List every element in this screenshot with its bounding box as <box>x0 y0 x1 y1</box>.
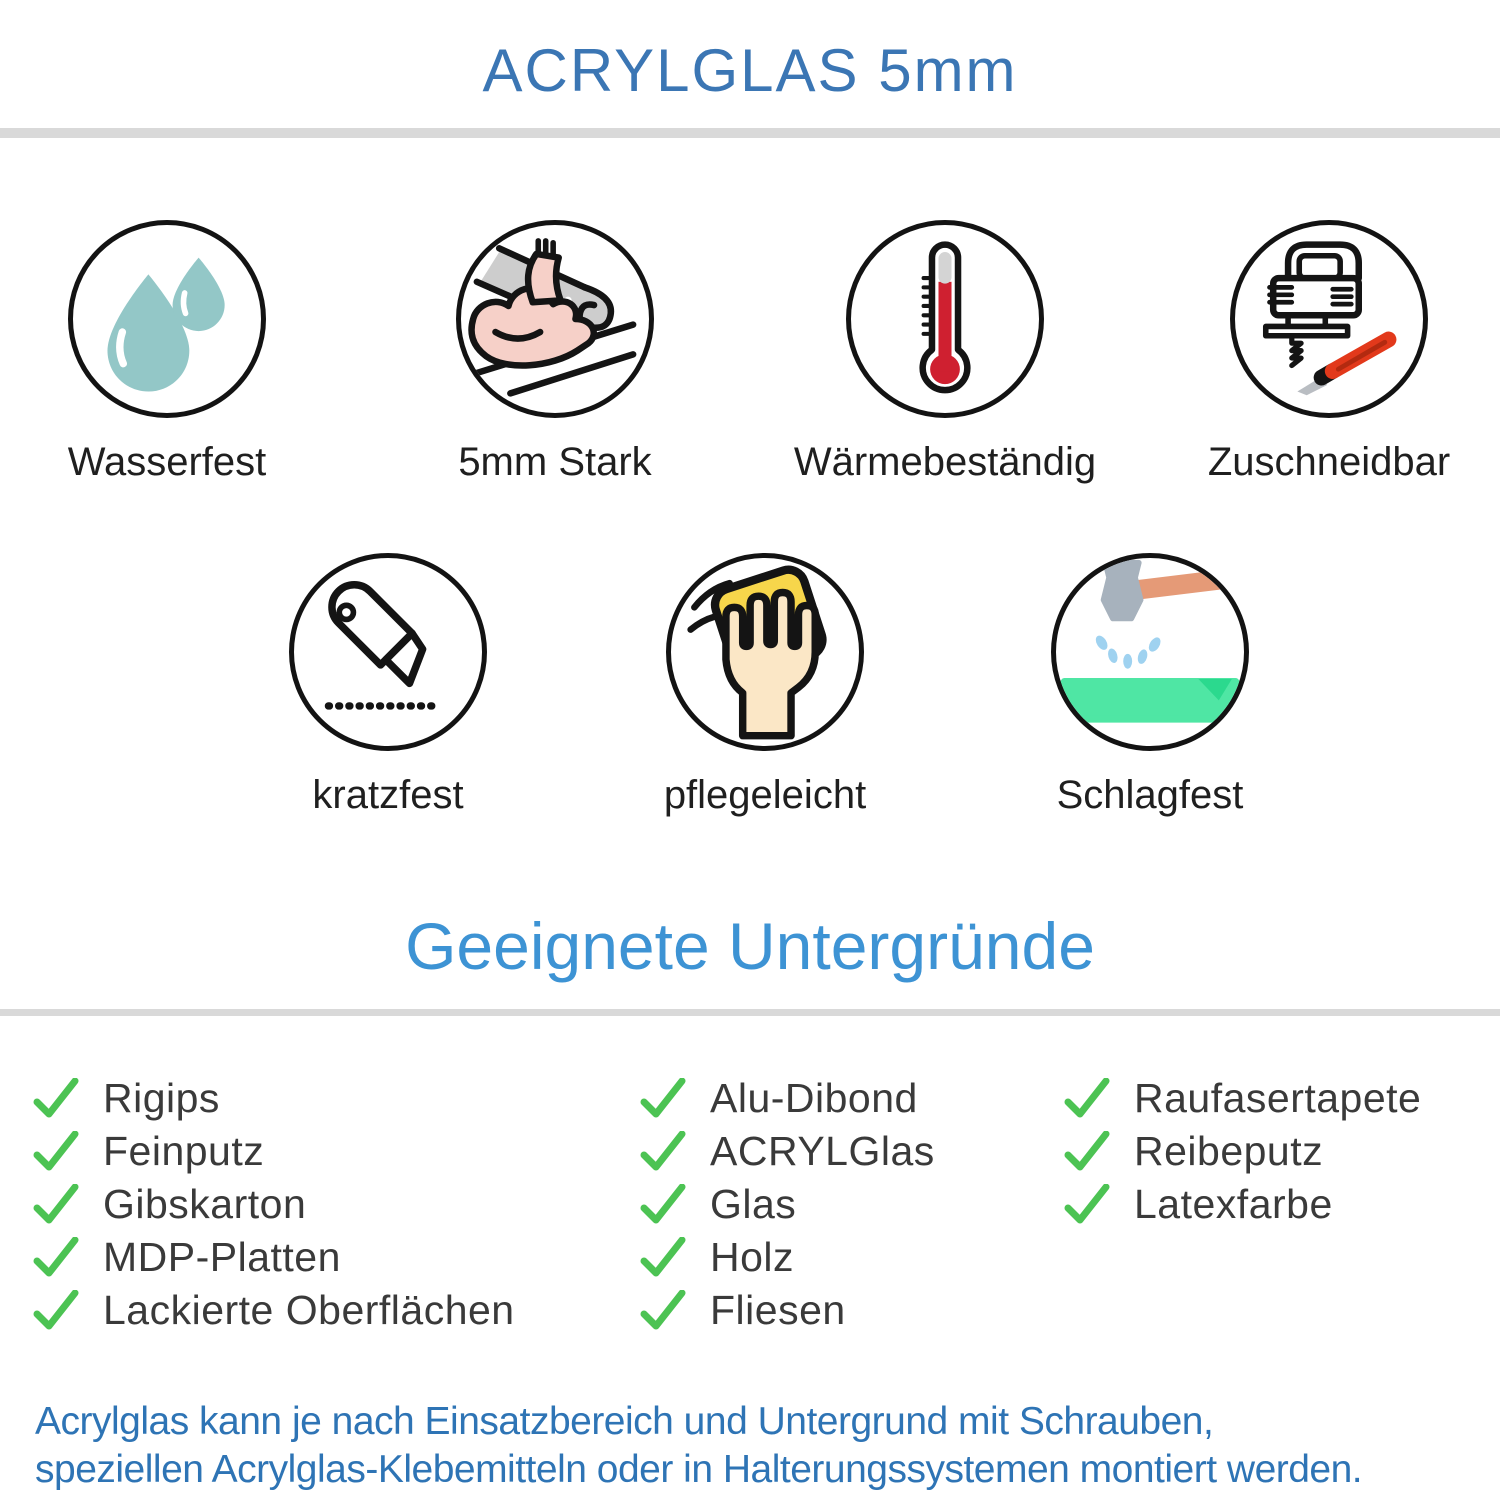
list-item <box>640 1231 935 1284</box>
flexed-arm-material-icon <box>456 220 654 418</box>
feature-label: kratzfest <box>312 773 464 817</box>
feature-zuschneidbar <box>1159 220 1499 485</box>
list-item <box>33 1284 515 1337</box>
list-item <box>640 1178 935 1231</box>
mounting-note-line2: speziellen Acrylglas-Klebemitteln oder in Halterungssystemen montiert werden. <box>35 1448 1363 1491</box>
checkmark-icon <box>33 1237 79 1279</box>
substrate-label: Latexfarbe <box>1134 1181 1333 1227</box>
substrate-label: Raufasertapete <box>1134 1075 1422 1121</box>
checkmark-icon <box>33 1290 79 1332</box>
substrate-label: Holz <box>710 1234 795 1280</box>
list-item <box>640 1072 935 1125</box>
mounting-note-line1: Acrylglas kann je nach Einsatzbereich und Untergrund mit Schrauben, <box>35 1400 1214 1443</box>
checkmark-icon <box>1064 1184 1110 1226</box>
checkmark-icon <box>640 1237 686 1279</box>
checkmark-icon <box>33 1078 79 1120</box>
checkmark-icon <box>640 1131 686 1173</box>
list-item <box>1064 1178 1421 1231</box>
divider-bar-top <box>0 128 1500 138</box>
substrate-column-3 <box>1064 1072 1421 1231</box>
feature-waermebestaendig <box>775 220 1115 485</box>
list-item <box>33 1178 515 1231</box>
list-item <box>1064 1072 1421 1125</box>
list-item <box>33 1125 515 1178</box>
substrate-label: MDP-Platten <box>103 1234 341 1280</box>
substrate-column-1 <box>33 1072 515 1337</box>
substrate-label: Fliesen <box>710 1287 846 1333</box>
checkmark-icon <box>33 1184 79 1226</box>
hammer-impact-icon <box>1051 553 1249 751</box>
checkmark-icon <box>1064 1131 1110 1173</box>
list-item <box>33 1072 515 1125</box>
substrate-label: ACRYLGlas <box>710 1128 935 1174</box>
substrate-label: Feinputz <box>103 1128 265 1174</box>
feature-5mm-stark <box>385 220 725 485</box>
water-drops-icon <box>68 220 266 418</box>
substrate-column-2 <box>640 1072 935 1337</box>
checkmark-icon <box>640 1184 686 1226</box>
checkmark-icon <box>640 1078 686 1120</box>
page-title: ACRYLGLAS 5mm <box>482 37 1018 104</box>
feature-label: Zuschneidbar <box>1207 440 1451 484</box>
checkmark-icon <box>640 1290 686 1332</box>
mounting-note <box>35 1398 1495 1494</box>
feature-label: Schlagfest <box>1056 773 1244 817</box>
checkmark-icon <box>1064 1078 1110 1120</box>
substrate-label: Lackierte Oberflächen <box>103 1287 515 1333</box>
feature-pflegeleicht <box>595 553 935 818</box>
substrate-label: Alu-Dibond <box>710 1075 918 1121</box>
substrate-label: Rigips <box>103 1075 220 1121</box>
wiping-hand-cloth-icon <box>666 553 864 751</box>
feature-label: Wasserfest <box>67 440 267 484</box>
divider-bar-mid <box>0 1009 1500 1016</box>
checkmark-icon <box>33 1131 79 1173</box>
feature-kratzfest <box>218 553 558 818</box>
feature-label: Wärmebeständig <box>793 440 1097 484</box>
jigsaw-knife-icon <box>1230 220 1428 418</box>
list-item <box>640 1125 935 1178</box>
thermometer-icon <box>846 220 1044 418</box>
list-item <box>33 1231 515 1284</box>
feature-label: pflegeleicht <box>663 773 867 817</box>
feature-label: 5mm Stark <box>458 440 652 484</box>
list-item <box>1064 1125 1421 1178</box>
section-title: Geeignete Untergründe <box>405 909 1095 983</box>
substrate-label: Reibeputz <box>1134 1128 1324 1174</box>
substrate-label: Gibskarton <box>103 1181 307 1227</box>
feature-wasserfest <box>0 220 337 485</box>
utility-knife-icon <box>289 553 487 751</box>
substrate-label: Glas <box>710 1181 797 1227</box>
feature-schlagfest <box>980 553 1320 818</box>
list-item <box>640 1284 935 1337</box>
